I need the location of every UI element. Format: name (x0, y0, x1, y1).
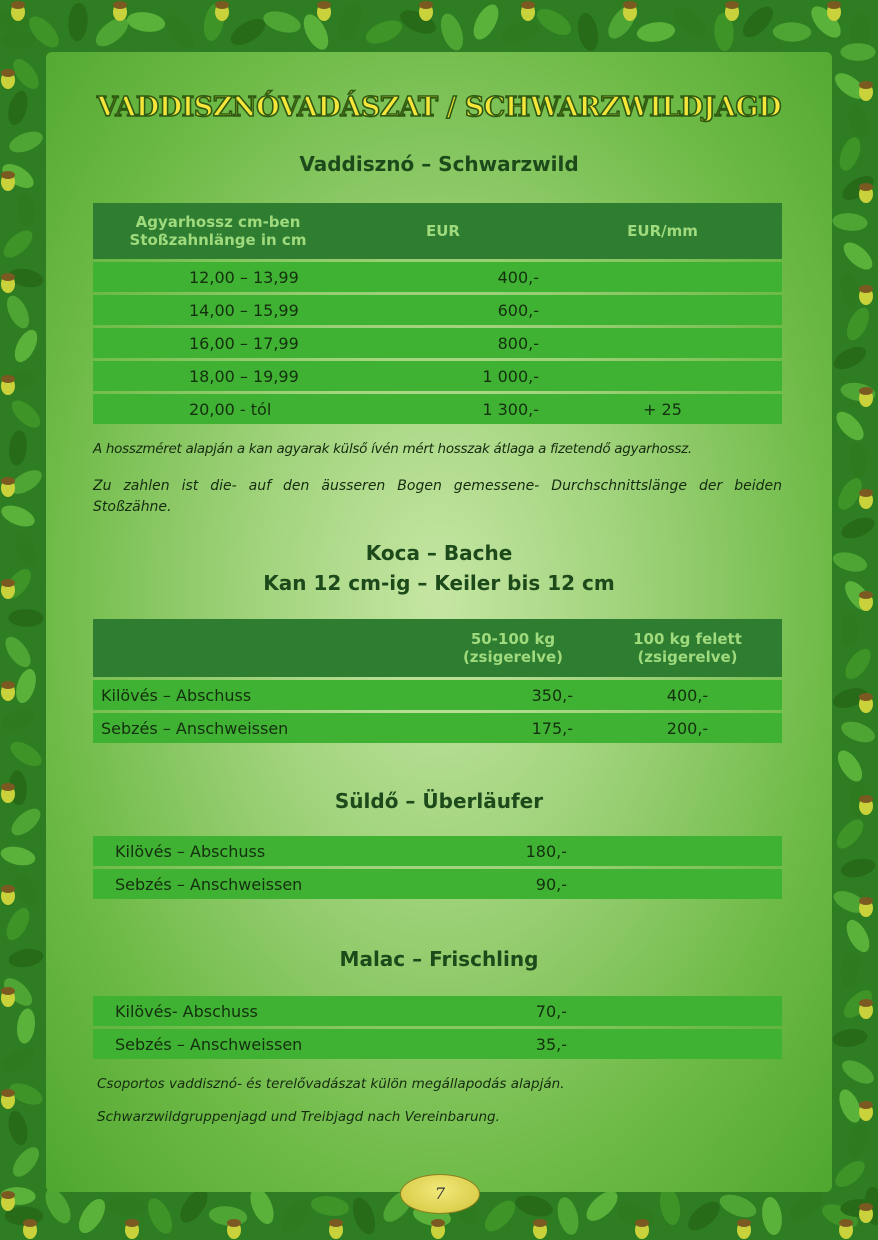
price-cell: 350,- (531, 685, 573, 705)
section-heading-vaddiszno: Vaddisznó – Schwarzwild (299, 152, 579, 176)
row-label: Kilövés – Abschuss (115, 841, 266, 861)
acorn-cap-shape (827, 1, 841, 9)
group-hunt-note-de: Schwarzwildgruppenjagd und Treibjagd nach Vereinbarung. (97, 1109, 500, 1125)
price-cell: 175,- (531, 718, 573, 738)
header-length (93, 203, 343, 259)
leaf-shape (480, 1196, 520, 1237)
header-eur: EUR (426, 222, 460, 240)
section-heading-suldo: Süldő – Überläufer (334, 789, 544, 813)
acorn-cap-shape (725, 1, 739, 9)
header-weight-range: 50-100 kg (470, 630, 556, 648)
acorn-cap-shape (859, 489, 873, 497)
leaf-shape (839, 238, 877, 275)
price-cell: 90,- (535, 874, 567, 894)
table-header (93, 619, 782, 677)
section-heading-koca: Koca – Bache (365, 541, 513, 565)
empty-cell (567, 869, 782, 899)
leaf-shape (161, 11, 199, 53)
leaf-shape (785, 1187, 827, 1225)
leaf-shape (847, 442, 868, 479)
leaf-shape (0, 706, 38, 735)
leaf-shape (126, 10, 167, 34)
acorn-cap-shape (859, 285, 873, 293)
leaf-shape (106, 1195, 145, 1216)
leaf-shape (845, 1121, 871, 1159)
row-label: Kilövés – Abschuss (101, 685, 252, 705)
group-hunt-note-hu: Csoportos vaddisznó- és terelővadászat külön megállapodás alapján. (97, 1076, 565, 1092)
eur-cell: 400,- (497, 267, 539, 287)
header-weight-over: 100 kg felett (633, 630, 742, 648)
leaf-shape (1, 633, 36, 672)
leaf-shape (683, 1196, 725, 1235)
per-mm-cell (543, 361, 782, 391)
table-row (93, 328, 782, 358)
section-heading-kan: Kan 12 cm-ig – Keiler bis 12 cm (263, 571, 615, 595)
per-mm-cell (543, 262, 782, 292)
leaf-shape (2, 904, 34, 943)
leaf-shape (832, 815, 868, 853)
length-cell: 20,00 - tól (189, 399, 272, 419)
acorn-cap-shape (317, 1, 331, 9)
leaf-shape (832, 212, 869, 233)
acorn-cap-shape (859, 1101, 873, 1109)
leaf-shape (830, 342, 869, 374)
acorn-cap-shape (113, 1, 127, 9)
table-row (93, 1029, 782, 1059)
acorn-cap-shape (623, 1, 637, 9)
leaf-shape (7, 430, 28, 467)
acorn-cap-shape (839, 1219, 853, 1227)
acorn-cap-shape (11, 1, 25, 9)
header-over-100kg (593, 619, 782, 677)
leaf-shape (499, 18, 541, 46)
leaf-shape (773, 22, 812, 42)
leaf-shape (334, 1, 365, 44)
leaf-shape (831, 1027, 868, 1049)
leaf-shape (760, 1196, 784, 1237)
leaf-shape (12, 667, 39, 706)
leaf-shape (74, 1195, 111, 1238)
page-title: VADDISZNÓVADÁSZAT / SCHWARZWILDJAGD (96, 92, 782, 123)
tusk-note-hu: A hosszméret alapján a kan agyarak külső ívén mért hosszak átlaga a fizetendő agyarhossz. (93, 441, 692, 457)
leaf-shape (636, 20, 676, 44)
yearling-price-table (93, 833, 782, 902)
table-row (93, 996, 782, 1026)
table-header (93, 203, 782, 259)
eur-cell: 1 300,- (482, 399, 539, 419)
leaf-shape (838, 718, 877, 747)
row-label: Kilövés- Abschuss (115, 1001, 258, 1021)
per-mm-cell: + 25 (643, 399, 682, 419)
header-empty (93, 619, 433, 677)
leaf-shape (0, 226, 37, 263)
acorn-cap-shape (227, 1219, 241, 1227)
leaf-shape (8, 609, 44, 627)
header-50-100kg (433, 619, 593, 677)
leaf-shape (838, 1056, 877, 1089)
acorn-cap-shape (1, 273, 15, 281)
leaf-shape (67, 2, 89, 42)
leaf-shape (575, 11, 601, 52)
acorn-cap-shape (419, 1, 433, 9)
header-length-de: Stoßzahnlänge in cm (129, 231, 307, 249)
empty-cell (567, 1029, 782, 1059)
leaf-shape (348, 1195, 379, 1238)
leaf-shape (838, 271, 862, 309)
acorn-cap-shape (329, 1219, 343, 1227)
acorn-cap-shape (1, 681, 15, 689)
tusk-note-de: Zu zahlen ist die- auf den äusseren Bogen gemessene- Durchschnittslänge der beiden Stoßzähne. (93, 478, 782, 515)
acorn-cap-shape (859, 897, 873, 905)
leaf-shape (16, 192, 37, 229)
table-row (93, 262, 782, 292)
leaf-shape (0, 844, 37, 869)
acorn-cap-shape (859, 693, 873, 701)
leaf-shape (6, 737, 45, 771)
header-length-hu: Agyarhossz cm-ben (135, 213, 301, 231)
table-row (93, 713, 782, 743)
price-cell: 400,- (666, 685, 709, 705)
leaf-shape (513, 1192, 555, 1220)
acorn-cap-shape (431, 1219, 445, 1227)
piglet-price-table (93, 993, 782, 1062)
acorn-cap-shape (1, 477, 15, 485)
leaf-shape (397, 5, 440, 38)
header-gutted: (zsigerelve) (637, 648, 738, 666)
table-row (93, 394, 782, 424)
leaf-shape (840, 43, 875, 61)
acorn-cap-shape (1, 1191, 15, 1199)
table-row (93, 869, 782, 899)
page-number: 7 (400, 1174, 480, 1214)
acorn-cap-shape (859, 81, 873, 89)
leaf-shape (7, 396, 45, 433)
leaf-shape (832, 407, 869, 445)
sow-price-table (93, 616, 782, 746)
table-row (93, 295, 782, 325)
header-eur-mm: EUR/mm (627, 222, 698, 240)
acorn-cap-shape (521, 1, 535, 9)
row-label: Sebzés – Anschweissen (115, 1034, 303, 1054)
acorn-cap-shape (859, 183, 873, 191)
leaf-shape (469, 1, 504, 44)
leaf-shape (669, 2, 711, 41)
acorn-cap-shape (1, 987, 15, 995)
leaf-shape (738, 2, 778, 43)
leaf-shape (437, 11, 468, 54)
leaf-shape (227, 14, 270, 50)
empty-cell (567, 996, 782, 1026)
leaf-shape (841, 645, 876, 684)
leaf-shape (15, 1007, 37, 1044)
price-cell: 200,- (666, 718, 709, 738)
leaf-shape (841, 612, 859, 648)
header-gutted: (zsigerelve) (462, 648, 564, 666)
leaf-shape (143, 1195, 177, 1238)
leaf-shape (839, 856, 877, 881)
acorn-cap-shape (737, 1219, 751, 1227)
leaf-shape (0, 501, 38, 531)
leaf-shape (10, 326, 42, 365)
eur-cell: 600,- (497, 300, 539, 320)
leaf-shape (11, 870, 42, 909)
length-cell: 18,00 – 19,99 (189, 366, 299, 386)
leaf-shape (0, 1044, 38, 1077)
leaf-shape (842, 304, 873, 343)
leaf-shape (363, 16, 406, 49)
length-cell: 14,00 – 15,99 (189, 300, 299, 320)
per-mm-cell (543, 328, 782, 358)
price-cell: 180,- (525, 841, 567, 861)
acorn-cap-shape (533, 1219, 547, 1227)
leaf-shape (533, 4, 576, 41)
per-mm-cell (543, 295, 782, 325)
acorn-cap-shape (635, 1219, 649, 1227)
table-row (93, 836, 782, 866)
leaf-shape (554, 1195, 582, 1237)
acorn-cap-shape (23, 1219, 37, 1227)
acorn-cap-shape (125, 1219, 139, 1227)
acorn-cap-shape (859, 387, 873, 395)
leaf-shape (2, 292, 33, 331)
acorn-cap-shape (1, 69, 15, 77)
leaf-shape (277, 1195, 316, 1237)
leaf-shape (261, 7, 303, 36)
row-label: Sebzés – Anschweissen (115, 874, 303, 894)
length-cell: 16,00 – 17,99 (189, 333, 299, 353)
leaf-shape (0, 31, 35, 49)
eur-cell: 1 000,- (482, 366, 539, 386)
section-heading-malac: Malac – Frischling (339, 947, 539, 971)
acorn-cap-shape (215, 1, 229, 9)
row-label: Sebzés – Anschweissen (101, 718, 289, 738)
length-cell: 12,00 – 13,99 (189, 267, 299, 287)
acorn-cap-shape (1, 375, 15, 383)
empty-cell (567, 836, 782, 866)
price-cell: 70,- (535, 1001, 567, 1021)
acorn-cap-shape (859, 999, 873, 1007)
leaf-shape (831, 1156, 869, 1192)
leaf-shape (310, 1194, 351, 1219)
acorn-cap-shape (859, 1203, 873, 1211)
table-row (93, 680, 782, 710)
acorn-cap-shape (1, 885, 15, 893)
eur-cell: 800,- (497, 333, 539, 353)
table-row (93, 361, 782, 391)
leaf-shape (838, 513, 877, 543)
acorn-cap-shape (1, 1089, 15, 1097)
tusk-price-table (93, 200, 782, 427)
leaf-shape (5, 1109, 31, 1147)
price-cell: 35,- (535, 1034, 567, 1054)
leaf-shape (91, 12, 133, 51)
leaf-shape (833, 746, 867, 785)
leaf-shape (8, 1143, 44, 1181)
leaf-shape (717, 1190, 760, 1222)
